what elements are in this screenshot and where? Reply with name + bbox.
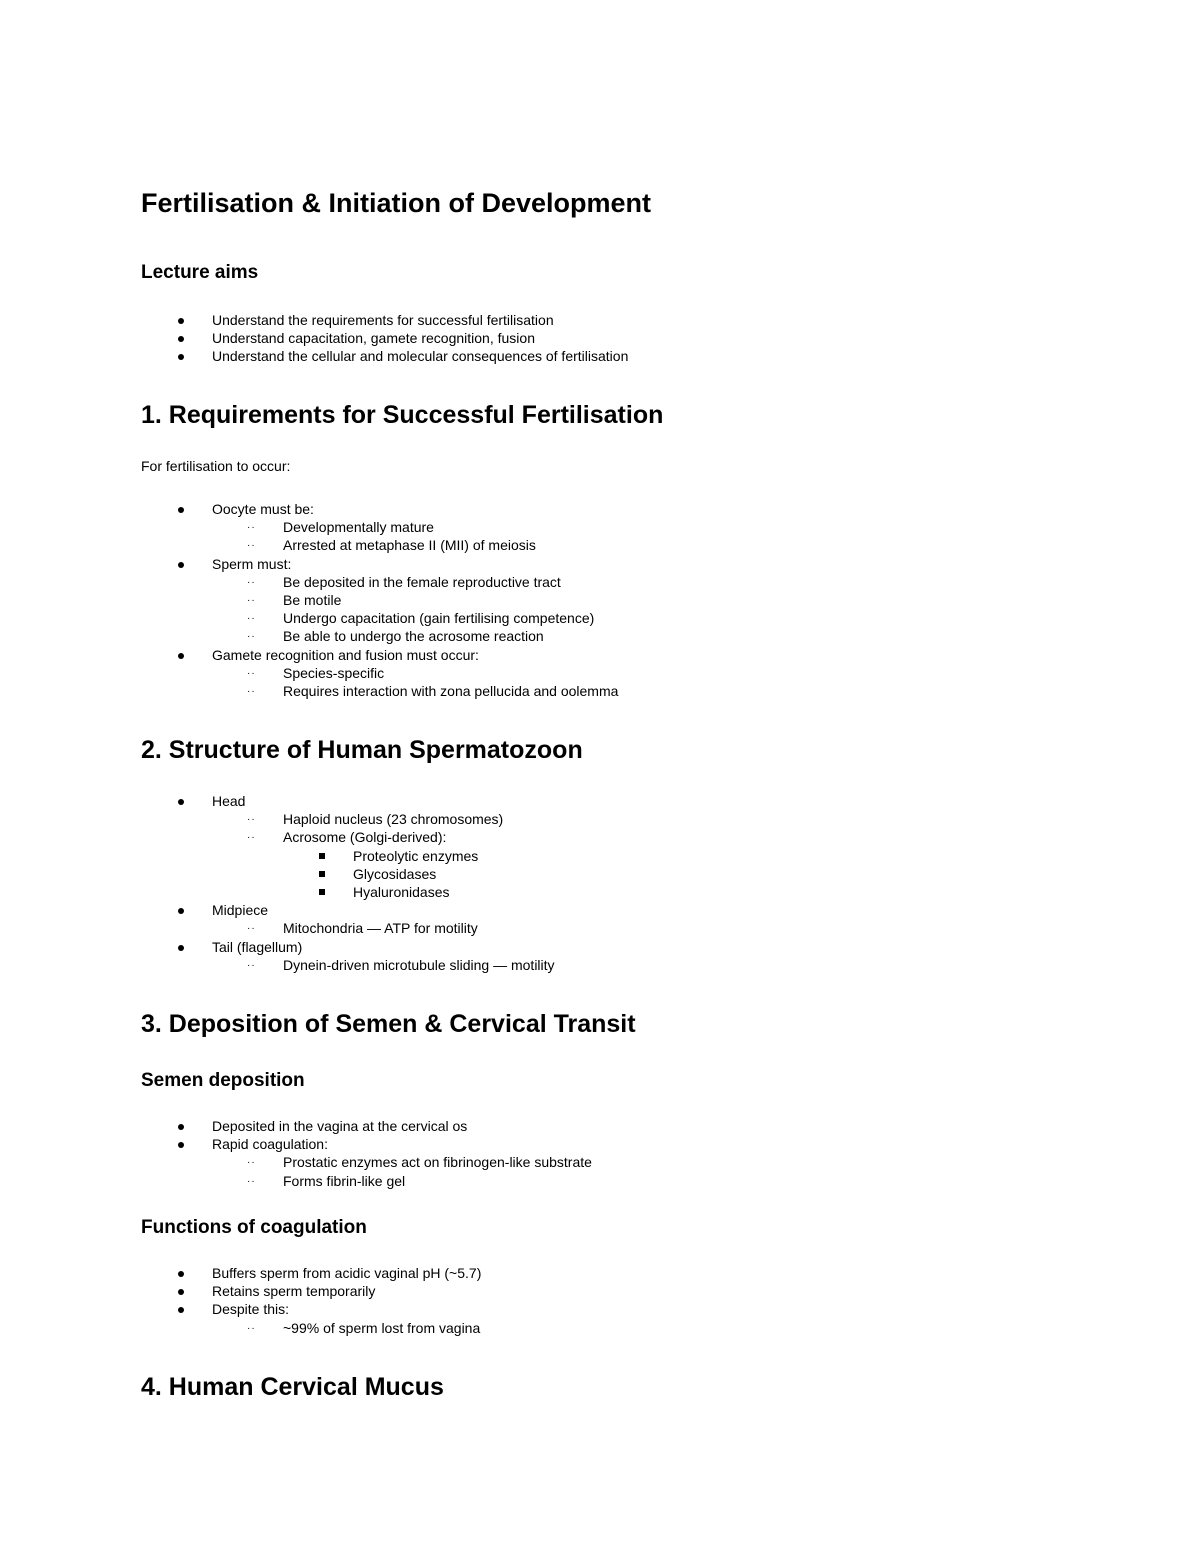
- list-item: ·· Arrested at metaphase II (MII) of meiosis: [247, 537, 536, 554]
- list-item: Midpiece: [141, 901, 555, 919]
- semen-deposition-heading: Semen deposition: [141, 1070, 305, 1091]
- list-item: ·· Be motile: [247, 591, 342, 608]
- list-item: ·· Forms fibrin-like gel: [247, 1172, 406, 1189]
- list-item: ·· Be able to undergo the acrosome reaction: [247, 628, 544, 645]
- list-item: ·· Dynein-driven microtubule sliding — motility: [247, 956, 555, 973]
- bullet-dot-icon: [178, 1124, 184, 1130]
- list-item: ·· ~99% of sperm lost from vagina: [247, 1319, 481, 1336]
- section-1-intro: For fertilisation to occur:: [141, 458, 291, 474]
- list-item: Glycosidases: [141, 865, 555, 883]
- bullet-square-icon: [319, 871, 325, 877]
- bullet-dot-icon: [178, 1142, 184, 1148]
- bullet-dots-icon: ··: [247, 832, 256, 844]
- bullet-square-icon: [319, 889, 325, 895]
- bullet-dots-icon: ··: [247, 814, 256, 826]
- list-item: ·· Undergo capacitation (gain fertilising competence): [247, 610, 595, 627]
- bullet-dot-icon: [178, 1307, 184, 1313]
- list-item: ·· Acrosome (Golgi-derived):: [247, 829, 447, 846]
- bullet-dots-icon: ··: [247, 631, 256, 643]
- bullet-dot-icon: [178, 562, 184, 568]
- list-item: Understand the cellular and molecular consequences of fertilisation: [141, 347, 628, 365]
- bullet-square-icon: [319, 853, 325, 859]
- bullet-dot-icon: [178, 653, 184, 659]
- section-1-heading: 1. Requirements for Successful Fertilisation: [141, 401, 664, 429]
- bullet-dots-icon: ··: [247, 667, 256, 679]
- section-2-heading: 2. Structure of Human Spermatozoon: [141, 736, 583, 764]
- list-item: Proteolytic enzymes: [141, 847, 555, 865]
- list-item: Buffers sperm from acidic vaginal pH (~5.7): [141, 1264, 481, 1282]
- list-item: ·· Developmentally mature: [247, 519, 434, 536]
- coagulation-functions-list: [141, 1264, 481, 1337]
- bullet-dots-icon: ··: [247, 594, 256, 606]
- list-item: Understand the requirements for successful fertilisation: [141, 311, 628, 329]
- list-item: ·· Haploid nucleus (23 chromosomes): [247, 811, 504, 828]
- bullet-dots-icon: ··: [247, 613, 256, 625]
- section-4-heading: 4. Human Cervical Mucus: [141, 1373, 444, 1401]
- bullet-dots-icon: ··: [247, 923, 256, 935]
- list-item: Hyaluronidases: [141, 883, 555, 901]
- list-item: Sperm must:: [141, 555, 618, 573]
- bullet-dot-icon: [178, 1289, 184, 1295]
- list-item: ·· Requires interaction with zona pellucida and oolemma: [247, 682, 619, 699]
- bullet-dot-icon: [178, 799, 184, 805]
- bullet-dots-icon: ··: [247, 959, 256, 971]
- bullet-dot-icon: [178, 507, 184, 513]
- list-item: Retains sperm temporarily: [141, 1282, 481, 1300]
- bullet-dots-icon: ··: [247, 540, 256, 552]
- semen-deposition-list: [141, 1117, 592, 1190]
- bullet-dots-icon: ··: [247, 576, 256, 588]
- bullet-dot-icon: [178, 908, 184, 914]
- bullet-dots-icon: ··: [247, 1157, 256, 1169]
- bullet-dot-icon: [178, 336, 184, 342]
- bullet-dots-icon: ··: [247, 522, 256, 534]
- bullet-dot-icon: [178, 945, 184, 951]
- bullet-dots-icon: ··: [247, 1175, 256, 1187]
- section-2-list: [141, 792, 555, 974]
- section-1-list: [141, 500, 618, 700]
- list-item: Oocyte must be:: [141, 500, 618, 518]
- list-item: ·· Prostatic enzymes act on fibrinogen-like substrate: [247, 1154, 592, 1171]
- list-item: Gamete recognition and fusion must occur:: [141, 646, 618, 664]
- list-item: ·· Be deposited in the female reproductive tract: [247, 573, 561, 590]
- lecture-aims-list: [141, 311, 628, 366]
- list-item: ·· Species-specific: [247, 664, 385, 681]
- bullet-dots-icon: ··: [247, 685, 256, 697]
- section-3-heading: 3. Deposition of Semen & Cervical Transit: [141, 1010, 636, 1038]
- list-item: Head: [141, 792, 555, 810]
- bullet-dot-icon: [178, 318, 184, 324]
- list-item: Tail (flagellum): [141, 938, 555, 956]
- coagulation-functions-heading: Functions of coagulation: [141, 1217, 367, 1238]
- list-item: Despite this:: [141, 1300, 481, 1318]
- document-title: Fertilisation & Initiation of Development: [141, 188, 652, 218]
- bullet-dot-icon: [178, 354, 184, 360]
- list-item: Understand capacitation, gamete recognition, fusion: [141, 329, 628, 347]
- bullet-dots-icon: ··: [247, 1322, 256, 1334]
- list-item: Rapid coagulation:: [141, 1135, 592, 1153]
- list-item: ·· Mitochondria — ATP for motility: [247, 920, 478, 937]
- bullet-dot-icon: [178, 1271, 184, 1277]
- list-item: Deposited in the vagina at the cervical os: [141, 1117, 592, 1135]
- lecture-aims-heading: Lecture aims: [141, 262, 259, 283]
